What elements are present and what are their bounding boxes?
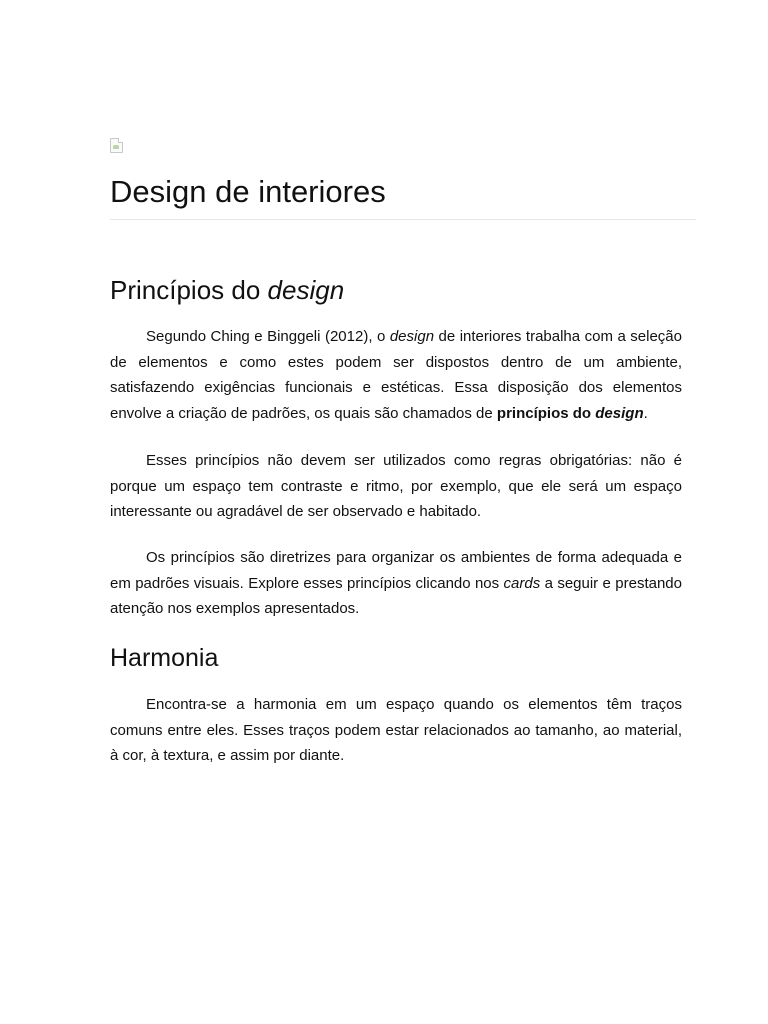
paragraph-text: Segundo Ching e Binggeli (2012), o [146, 328, 390, 345]
paragraph-text: de interiores trabalha com a seleção de elementos e como estes podem ser dispostos dentro de um ambiente, satisfazendo exigências funcionais e estéticas. Essa disposição dos elementos envolve a criação de padrões, os quais são chamados de [110, 328, 682, 422]
paragraph-text: . [643, 404, 648, 422]
title-divider [110, 219, 696, 220]
principles-paragraph-3 [110, 545, 682, 622]
paragraph-emphasis: design [389, 328, 435, 345]
broken-image-icon [110, 138, 124, 152]
heading-emphasis: design [267, 275, 345, 305]
page-title: Design de interiores [110, 174, 386, 209]
harmony-paragraph-1: Encontra-se a harmonia em um espaço quando os elementos têm traços comuns entre eles. Esses traços podem estar relacionados ao tamanho, ao material, à cor, à textura, e assim por diante. [110, 696, 682, 764]
strong-text: princípios do [496, 404, 596, 422]
paragraph-text: Os princípios são diretrizes para organizar os ambientes de forma adequada e em padrões visuais. Explore esses princípios clicando nos [110, 549, 682, 592]
paragraph-emphasis: cards [503, 574, 541, 592]
heading-text: Princípios do [110, 275, 268, 305]
principles-paragraph-1 [110, 324, 682, 426]
paragraph-strong [497, 405, 644, 422]
strong-emphasis: design [595, 404, 644, 422]
principles-paragraph-2: Esses princípios não devem ser utilizados como regras obrigatórias: não é porque um espaço tem contraste e ritmo, por exemplo, que ele será um espaço interessante ou agradável de ser observado e habitado. [110, 452, 682, 520]
paragraph-text: a seguir e prestando atenção nos exemplos apresentados. [110, 574, 682, 617]
section-heading-principles [110, 273, 344, 307]
section-heading-harmony: Harmonia [110, 644, 219, 672]
